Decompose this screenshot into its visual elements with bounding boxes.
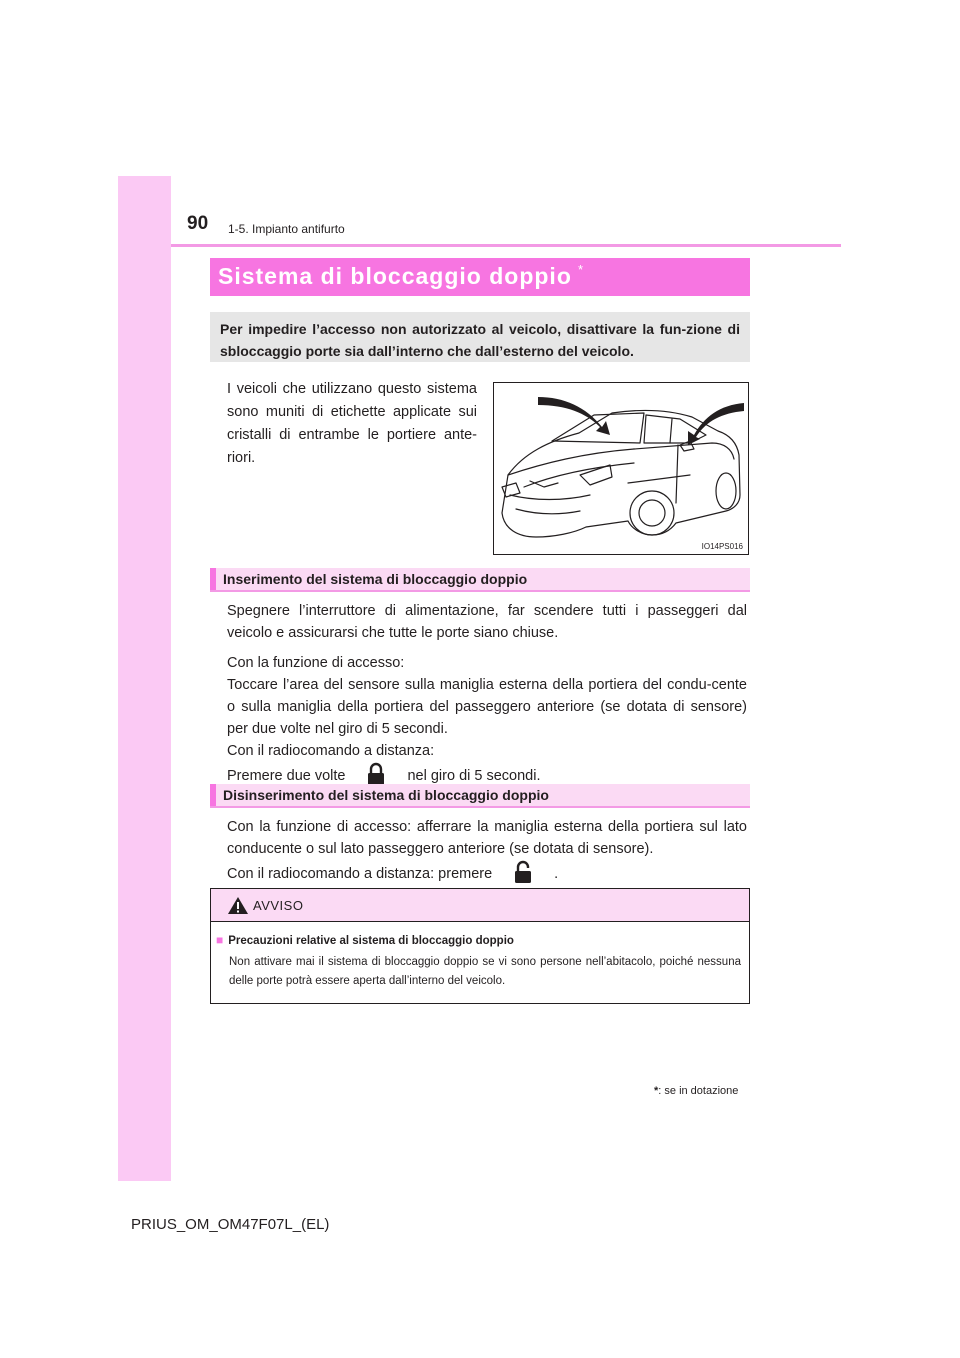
warning-box [210,888,750,1004]
unset-section-header [210,784,750,808]
footnote-text: : se in dotazione [658,1085,739,1097]
warning-item-title [216,933,514,947]
section-title-bar [210,258,750,296]
section-reference: 1-5. Impianto antifurto [228,222,345,236]
access-function-text: Toccare l’area del sensore sulla maniglia esterna della portiera del condu-cente o sulla maniglia della portiera del passeggero anteriore (se dotata di sensore) per due volte nel giro di 5 secondi. [227,677,747,737]
header-accent [210,784,216,806]
header-accent [210,568,216,590]
car-illustration-icon [494,383,748,554]
car-figure [493,382,749,555]
access-function-label: Con la funzione di accesso: [227,655,405,671]
remote-unlock-text-before: Con il radiocomando a distanza: premere [227,866,493,882]
unset-section-title: Disinserimento del sistema di bloccaggio doppio [223,787,549,803]
square-bullet-icon: ■ [216,933,224,947]
warning-header [211,889,749,922]
set-instruction-paragraph: Spegnere l’interruttore di alimentazione, far scendere tutti i passeggeri dal veicolo e assicurarsi che tutte le porte siano chiuse. [227,603,747,641]
remote-unlock-text-after: . [554,866,559,882]
remote-label: Con il radiocomando a distanza: [227,743,435,759]
footnote-marker: * [654,1085,659,1097]
warning-item-title-text: Precauzioni relative al sistema di bloccaggio doppio [228,935,514,947]
warning-triangle-icon [227,896,249,920]
page-title: Sistema di bloccaggio doppio [218,263,572,289]
intro-text: Per impedire l’accesso non autorizzato al veicolo, disattivare la fun-zione di sbloccaggio porte sia dall’interno che dall’esterno del veicolo. [220,321,740,359]
car-label-paragraph: I veicoli che utilizzano questo sistema sono muniti di etichette applicate sui cristalli di entrambe le portiere ante-riori. [227,381,477,466]
footnote [654,1085,738,1097]
header-rule [171,244,841,247]
remote-lock-text-after: nel giro di 5 secondi. [407,768,541,784]
unlock-icon [512,860,534,884]
title-footnote-marker: * [578,262,584,277]
warning-item-text: Non attivare mai il sistema di bloccaggio doppio se vi sono persone nell’abitacolo, poiché nessuna delle porte potrà essere aperta dall’interno del veicolo. [229,956,741,987]
remote-unlock-line [227,860,747,885]
figure-code: IO14PS016 [701,542,743,551]
warning-title: AVVISO [253,898,304,913]
remote-lock-text-before: Premere due volte [227,768,346,784]
unset-section-body [227,816,747,885]
set-section-title: Inserimento del sistema di bloccaggio doppio [223,571,528,587]
set-section-header [210,568,750,592]
footer-document-code: PRIUS_OM_OM47F07L_(EL) [131,1216,330,1233]
page-number: 90 [187,213,209,234]
lock-icon [365,762,387,786]
intro-box [210,312,750,362]
set-section-body [227,600,747,787]
unset-instruction-paragraph: Con la funzione di accesso: afferrare la maniglia esterna della portiera sul lato conducente o sul lato passeggero anteriore (se dotata di sensore). [227,819,747,857]
side-tab-band [118,176,171,1181]
